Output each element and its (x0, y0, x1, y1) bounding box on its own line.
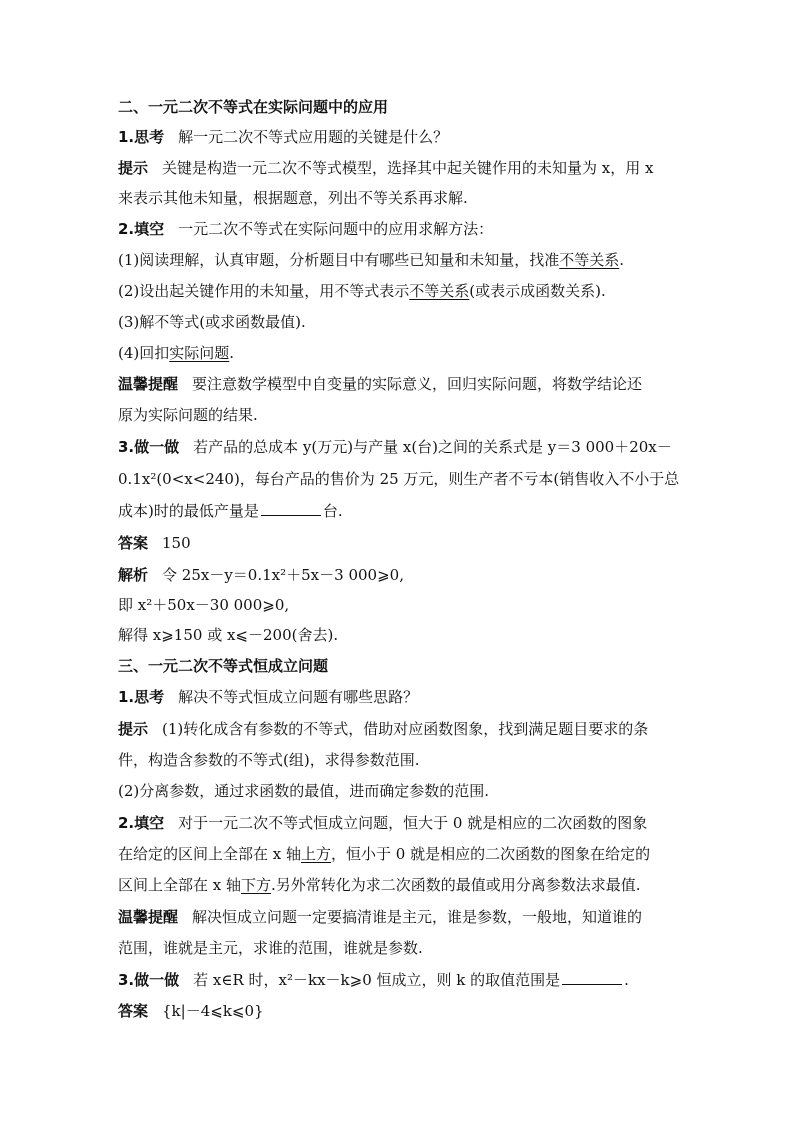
answer-blank (562, 969, 622, 985)
section-heading-2: 二、一元二次不等式在实际问题中的应用 (118, 98, 389, 116)
hint-line-1 (118, 157, 688, 179)
try-unit: 台. (322, 502, 343, 520)
answer-blank (261, 500, 321, 516)
tip-line-2: 原为实际问题的结果. (118, 406, 258, 424)
step-4-text: (4)回扣 (118, 344, 170, 362)
fill-label: 2.填空 (118, 220, 165, 238)
try-label: 3.做一做 (118, 971, 180, 989)
step-3: (3)解不等式(或求函数最值). (118, 313, 306, 331)
tip3-line-2: 范围，谁就是主元，求谁的范围，谁就是参数. (118, 939, 423, 957)
tip-text: 解决恒成立问题一定要搞清谁是主元，谁是参数，一般地，知道谁的 (192, 908, 643, 926)
try-text-end: 成本)时的最低产量是 (118, 502, 259, 520)
step-4 (118, 342, 688, 364)
analysis-line-2: 即 x²＋50x－30 000⩾0, (118, 596, 290, 614)
try-text: 若 x∈R 时，x²－kx－k⩾0 恒成立，则 k 的取值范围是 (193, 971, 561, 989)
hint-text: 关键是构造一元二次不等式模型，选择其中起关键作用的未知量为 x，用 x (162, 159, 654, 177)
fill-text: 对于一元二次不等式恒成立问题，恒大于 0 就是相应的二次函数的图象 (178, 814, 648, 832)
think-label: 1.思考 (118, 128, 165, 146)
fill-intro-2 (118, 218, 688, 240)
hint-label: 提示 (118, 720, 149, 738)
step-1 (118, 249, 688, 271)
answer-label: 答案 (118, 1002, 149, 1020)
section-heading-3: 三、一元二次不等式恒成立问题 (118, 657, 329, 675)
try3 (118, 969, 688, 991)
fill3-line-2 (118, 843, 688, 865)
think-text: 解决不等式恒成立问题有哪些思路？ (178, 688, 419, 706)
tip3-line-1 (118, 906, 688, 928)
think-label: 1.思考 (118, 688, 165, 706)
step-4-end: . (229, 344, 235, 362)
fill-text-2: 在给定的区间上全部在 x 轴 (118, 845, 301, 863)
fill-underlined-below: 下方 (241, 876, 272, 894)
fill-text-3: 区间上全部在 x 轴 (118, 876, 241, 894)
hint3-line-1 (118, 718, 688, 740)
step-2 (118, 280, 688, 302)
step-1-text: (1)阅读理解，认真审题，分析题目中有哪些已知量和未知量，找准 (118, 251, 560, 269)
tip-line-1 (118, 373, 688, 395)
analysis-label: 解析 (118, 566, 149, 584)
fill3-line-3 (118, 874, 688, 896)
step-2-underlined: 不等关系 (409, 282, 470, 300)
analysis-line-1 (118, 564, 688, 586)
answer-label: 答案 (118, 534, 149, 552)
fill3-line-1 (118, 812, 688, 834)
try-end: . (624, 971, 629, 989)
tip-label: 温馨提醒 (118, 908, 179, 926)
try-label: 3.做一做 (118, 438, 180, 456)
hint3-line-3: (2)分离参数，通过求函数的最值，进而确定参数的范围. (118, 782, 490, 800)
fill-text-3b: .另外常转化为求二次函数的最值或用分离参数法求最值. (271, 876, 641, 894)
analysis-line-3: 解得 x⩾150 或 x⩽－200(舍去). (118, 626, 339, 644)
step-4-underlined: 实际问题 (169, 344, 230, 362)
think-question-2 (118, 126, 688, 148)
step-2-end: (或表示成函数关系). (469, 282, 606, 300)
hint-text: (1)转化成含有参数的不等式，借助对应函数图象，找到满足题目要求的条 (162, 720, 649, 738)
think-text: 解一元二次不等式应用题的关键是什么？ (178, 128, 449, 146)
think-question-3 (118, 686, 688, 708)
step-2-text: (2)设出起关键作用的未知量，用不等式表示 (118, 282, 410, 300)
answer-value: 150 (162, 534, 191, 552)
fill-label: 2.填空 (118, 814, 165, 832)
fill-text-2b: ，恒小于 0 就是相应的二次函数的图象在给定的 (331, 845, 651, 863)
answer-value: {k|－4⩽k⩽0} (162, 1002, 264, 1020)
hint-label: 提示 (118, 159, 149, 177)
answer-2 (118, 532, 688, 554)
analysis-text: 令 25x－y＝0.1x²＋5x－3 000⩾0, (162, 566, 404, 584)
try-line-3 (118, 500, 688, 522)
fill-text: 一元二次不等式在实际问题中的应用求解方法： (178, 220, 494, 238)
hint-line-2: 来表示其他未知量，根据题意，列出不等关系再求解. (118, 189, 468, 207)
fill-underlined-above: 上方 (301, 845, 332, 863)
try-text: 若产品的总成本 y(万元)与产量 x(台)之间的关系式是 y＝3 000＋20x－ (193, 438, 672, 456)
step-1-underlined: 不等关系 (559, 251, 620, 269)
hint3-line-2: 件，构造含参数的不等式(组)，求得参数范围. (118, 751, 420, 769)
tip-text: 要注意数学模型中自变量的实际意义，回归实际问题，将数学结论还 (192, 375, 643, 393)
answer-3 (118, 1000, 688, 1022)
step-1-end: . (619, 251, 625, 269)
tip-label: 温馨提醒 (118, 375, 179, 393)
try-line-1 (118, 436, 688, 458)
try-line-2: 0.1x²(0<x<240)，每台产品的售价为 25 万元，则生产者不亏本(销售收入不小于总 (118, 470, 680, 488)
